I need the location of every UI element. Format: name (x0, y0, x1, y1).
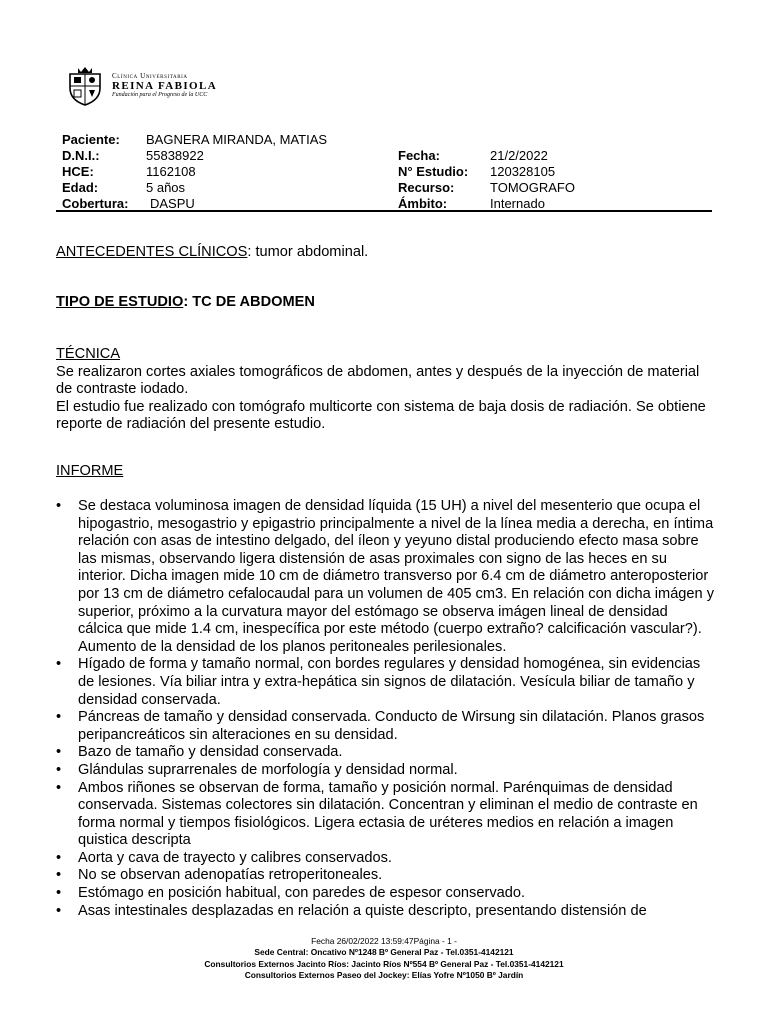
paciente-label: Paciente: (62, 132, 120, 147)
tipo-estudio-text: : TC DE ABDOMEN (183, 294, 315, 310)
page-footer (0, 936, 768, 982)
tipo-estudio-line (56, 294, 716, 312)
estudio-label: N° Estudio: (398, 164, 469, 179)
recurso-label: Recurso: (398, 180, 455, 195)
list-item: • Hígado de forma y tamaño normal, con bordes regulares y densidad homogénea, sin evidencias de lesiones. Vía biliar intra y extra-hepática sin signos de dilatación. Vesícula biliar de tamaño y densidad conservada. (56, 656, 716, 709)
footer-paseo-jockey: Consultorios Externos Paseo del Jockey: Elías Yofre Nº1050 Bº Jardín (244, 970, 524, 981)
paciente-value: BAGNERA MIRANDA, MATIAS (146, 132, 328, 147)
list-item: • Glándulas suprarrenales de morfología y densidad normal. (56, 762, 716, 780)
header-divider (56, 210, 712, 212)
logo-line-2: REINA FABIOLA (112, 79, 218, 92)
fecha-label: Fecha: (398, 148, 440, 163)
edad-label: Edad: (62, 180, 99, 195)
list-item: • Se destaca voluminosa imagen de densidad líquida (15 UH) a nivel del mesenterio que ocupa el hipogastrio, mesogastrio y epigastrio principalmente a nivel de la línea media a derecha, en íntima relación con asas de intestino delgado, del íleon y yeyuno distal produciendo efecto masa sobre las mismas, observando ligera distensión de asas proximales con signo de las heces en su interior. Dicha imagen mide 10 cm de diámetro transverso por 6.4 cm de diámetro anteroposterior por 13 cm de diámetro cefalocaudal para un volumen de 405 cm3. En relación con dicha imágen y superior, próximo a la curvatura mayor del estómago se observa imágen lineal de densidad cálcica que mide 1.4 cm, inespecífica por este método (cuerpo extraño? calcificación vascular?). Aumento de la densidad de los planos peritoneales perilesionales. (56, 498, 716, 656)
list-item: • Ambos riñones se observan de forma, tamaño y posición normal. Parénquimas de densidad conservada. Sistemas colectores sin dilatación. Concentran y eliminan el medio de contraste en forma normal y tiempos fisiológicos. Ligera ectasia de uréteres medios en relación a imagen quistica descripta (56, 780, 716, 850)
list-item: • Aorta y cava de trayecto y calibres conservados. (56, 850, 716, 868)
antecedentes-line (56, 244, 716, 262)
fecha-value: 21/2/2022 (490, 148, 548, 163)
estudio-value: 120328105 (490, 164, 556, 179)
recurso-value: TOMOGRAFO (490, 180, 575, 195)
edad-value: 5 años (146, 180, 186, 195)
tecnica-paragraph-2: El estudio fue realizado con tomógrafo multicorte con sistema de baja dosis de radiación. Se obtiene reporte de radiación del presente estudio. (56, 398, 706, 433)
footer-jacinto-rios: Consultorios Externos Jacinto Ríos: Jacinto Ríos Nº554 Bº General Paz - Tel.0351-4142121 (204, 958, 564, 969)
tecnica-paragraph-1: Se realizaron cortes axiales tomográficos de abdomen, antes y después de la inyección de material de contraste iodado. (56, 363, 700, 398)
list-item: • Páncreas de tamaño y densidad conservada. Conducto de Wirsung sin dilatación. Planos grasos peripancreáticos sin alteraciones en su densidad. (56, 709, 716, 744)
tecnica-title: TÉCNICA (56, 346, 121, 362)
hce-label: HCE: (62, 164, 94, 179)
list-item: • Bazo de tamaño y densidad conservada. (56, 744, 716, 762)
footer-date-page: Fecha 26/02/2022 13:59:47Página - 1 - (311, 936, 457, 946)
footer-sede-central: Sede Central: Oncativo Nº1248 Bº General Paz - Tel.0351-4142121 (254, 947, 514, 958)
logo-line-1: Clínica Universitaria (112, 72, 188, 81)
clinic-crest-icon (66, 66, 104, 106)
clinic-logo (66, 66, 217, 106)
informe-title: INFORME (56, 463, 124, 479)
hce-value: 1162108 (146, 164, 196, 179)
antecedentes-label: ANTECEDENTES CLÍNICOS (56, 244, 248, 260)
informe-findings-list (56, 498, 716, 920)
dni-value: 55838922 (146, 148, 204, 163)
list-item: • Asas intestinales desplazadas en relación a quiste descripto, presentando distensión de (56, 903, 716, 921)
tecnica-section (56, 346, 716, 434)
ambito-value: Internado (490, 196, 545, 211)
dni-label: D.N.I.: (62, 148, 100, 163)
cobertura-value: DASPU (150, 196, 195, 211)
tipo-estudio-label: TIPO DE ESTUDIO (56, 294, 184, 310)
antecedentes-text: : tumor abdominal. (247, 244, 369, 260)
list-item: • No se observan adenopatías retroperitoneales. (56, 867, 716, 885)
cobertura-label: Cobertura: (62, 196, 129, 211)
list-item: • Estómago en posición habitual, con paredes de espesor conservado. (56, 885, 716, 903)
ambito-label: Ámbito: (398, 196, 448, 211)
logo-line-3: Fundación para el Progreso de la UCC (112, 92, 208, 99)
